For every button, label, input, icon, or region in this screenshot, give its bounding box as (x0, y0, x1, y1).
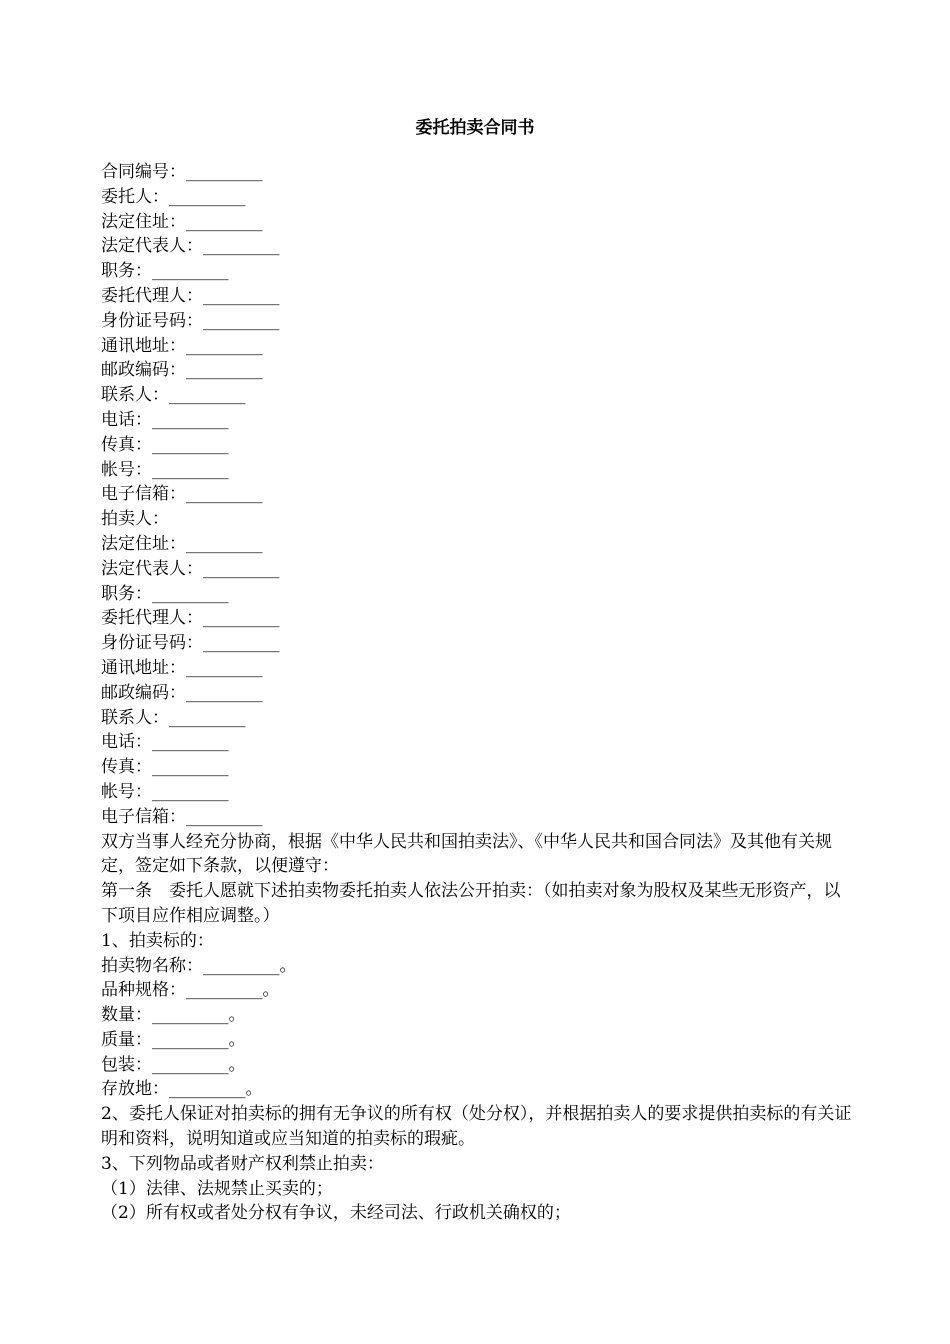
clause-3-item-1: （1）法律、法规禁止买卖的； (101, 1178, 333, 1199)
field-principal-fax: 传真：_________ (101, 434, 229, 455)
field-principal-agent: 委托代理人：_________ (101, 285, 280, 306)
clause-3-heading: 3、下列物品或者财产权利禁止拍卖： (101, 1153, 384, 1174)
field-principal-postcode: 邮政编码：_________ (101, 360, 263, 381)
field-principal-phone: 电话：_________ (101, 409, 229, 430)
item-quantity: 数量：_________。 (101, 1005, 246, 1026)
field-principal-account: 帐号：_________ (101, 459, 229, 480)
field-auctioneer-postcode: 邮政编码：_________ (101, 682, 263, 703)
field-auctioneer-mail-address: 通讯地址：_________ (101, 657, 263, 678)
field-auctioneer-account: 帐号：_________ (101, 781, 229, 802)
field-auctioneer-phone: 电话：_________ (101, 732, 229, 753)
field-auctioneer-address: 法定住址：_________ (101, 533, 263, 554)
field-principal-address: 法定住址：_________ (101, 211, 263, 232)
clause-3-item-2: （2）所有权或者处分权有争议，未经司法、行政机关确权的； (101, 1203, 571, 1224)
field-auctioneer-contact: 联系人：_________ (101, 707, 246, 728)
article-1-paragraph: 第一条 委托人愿就下述拍卖物委托拍卖人依法公开拍卖：（如拍卖对象为股权及某些无形资产，以下项目应作相应调整。） (101, 881, 841, 926)
field-principal: 委托人：_________ (101, 186, 246, 207)
field-auctioneer-fax: 传真：_________ (101, 757, 229, 778)
item-storage: 存放地：_________。 (101, 1079, 263, 1100)
field-principal-contact: 联系人：_________ (101, 385, 246, 406)
field-principal-mail-address: 通讯地址：_________ (101, 335, 263, 356)
field-auctioneer-position: 职务：_________ (101, 583, 229, 604)
field-principal-email: 电子信箱：_________ (101, 484, 263, 505)
field-principal-legal-rep: 法定代表人：_________ (101, 236, 280, 257)
field-contract-number: 合同编号：_________ (101, 162, 263, 182)
field-auctioneer-email: 电子信箱：_________ (101, 806, 263, 827)
item-name: 拍卖物名称：_________。 (101, 955, 297, 976)
field-principal-id-number: 身份证号码：_________ (101, 310, 280, 331)
field-auctioneer-id-number: 身份证号码：_________ (101, 633, 280, 654)
item-subject-heading: 1、拍卖标的： (101, 930, 214, 951)
field-auctioneer-agent: 委托代理人：_________ (101, 608, 280, 629)
item-quality: 质量：_________。 (101, 1029, 246, 1050)
field-auctioneer-legal-rep: 法定代表人：_________ (101, 558, 280, 579)
document-title: 委托拍卖合同书 (415, 118, 535, 138)
item-spec: 品种规格：_________。 (101, 980, 280, 1001)
document-body (101, 160, 853, 1226)
clause-2-paragraph: 2、委托人保证对拍卖标的拥有无争议的所有权（处分权），并根据拍卖人的要求提供拍卖标的有关证明和资料，说明知道或应当知道的拍卖标的瑕疵。 (101, 1104, 852, 1150)
intro-paragraph: 双方当事人经充分协商，根据《中华人民共和国拍卖法》、《中华人民共和国合同法》及其他有关规定，签定如下条款，以便遵守： (101, 831, 832, 877)
item-packaging: 包装：_________。 (101, 1054, 246, 1075)
field-principal-position: 职务：_________ (101, 261, 229, 282)
field-auctioneer: 拍卖人： (101, 509, 169, 530)
